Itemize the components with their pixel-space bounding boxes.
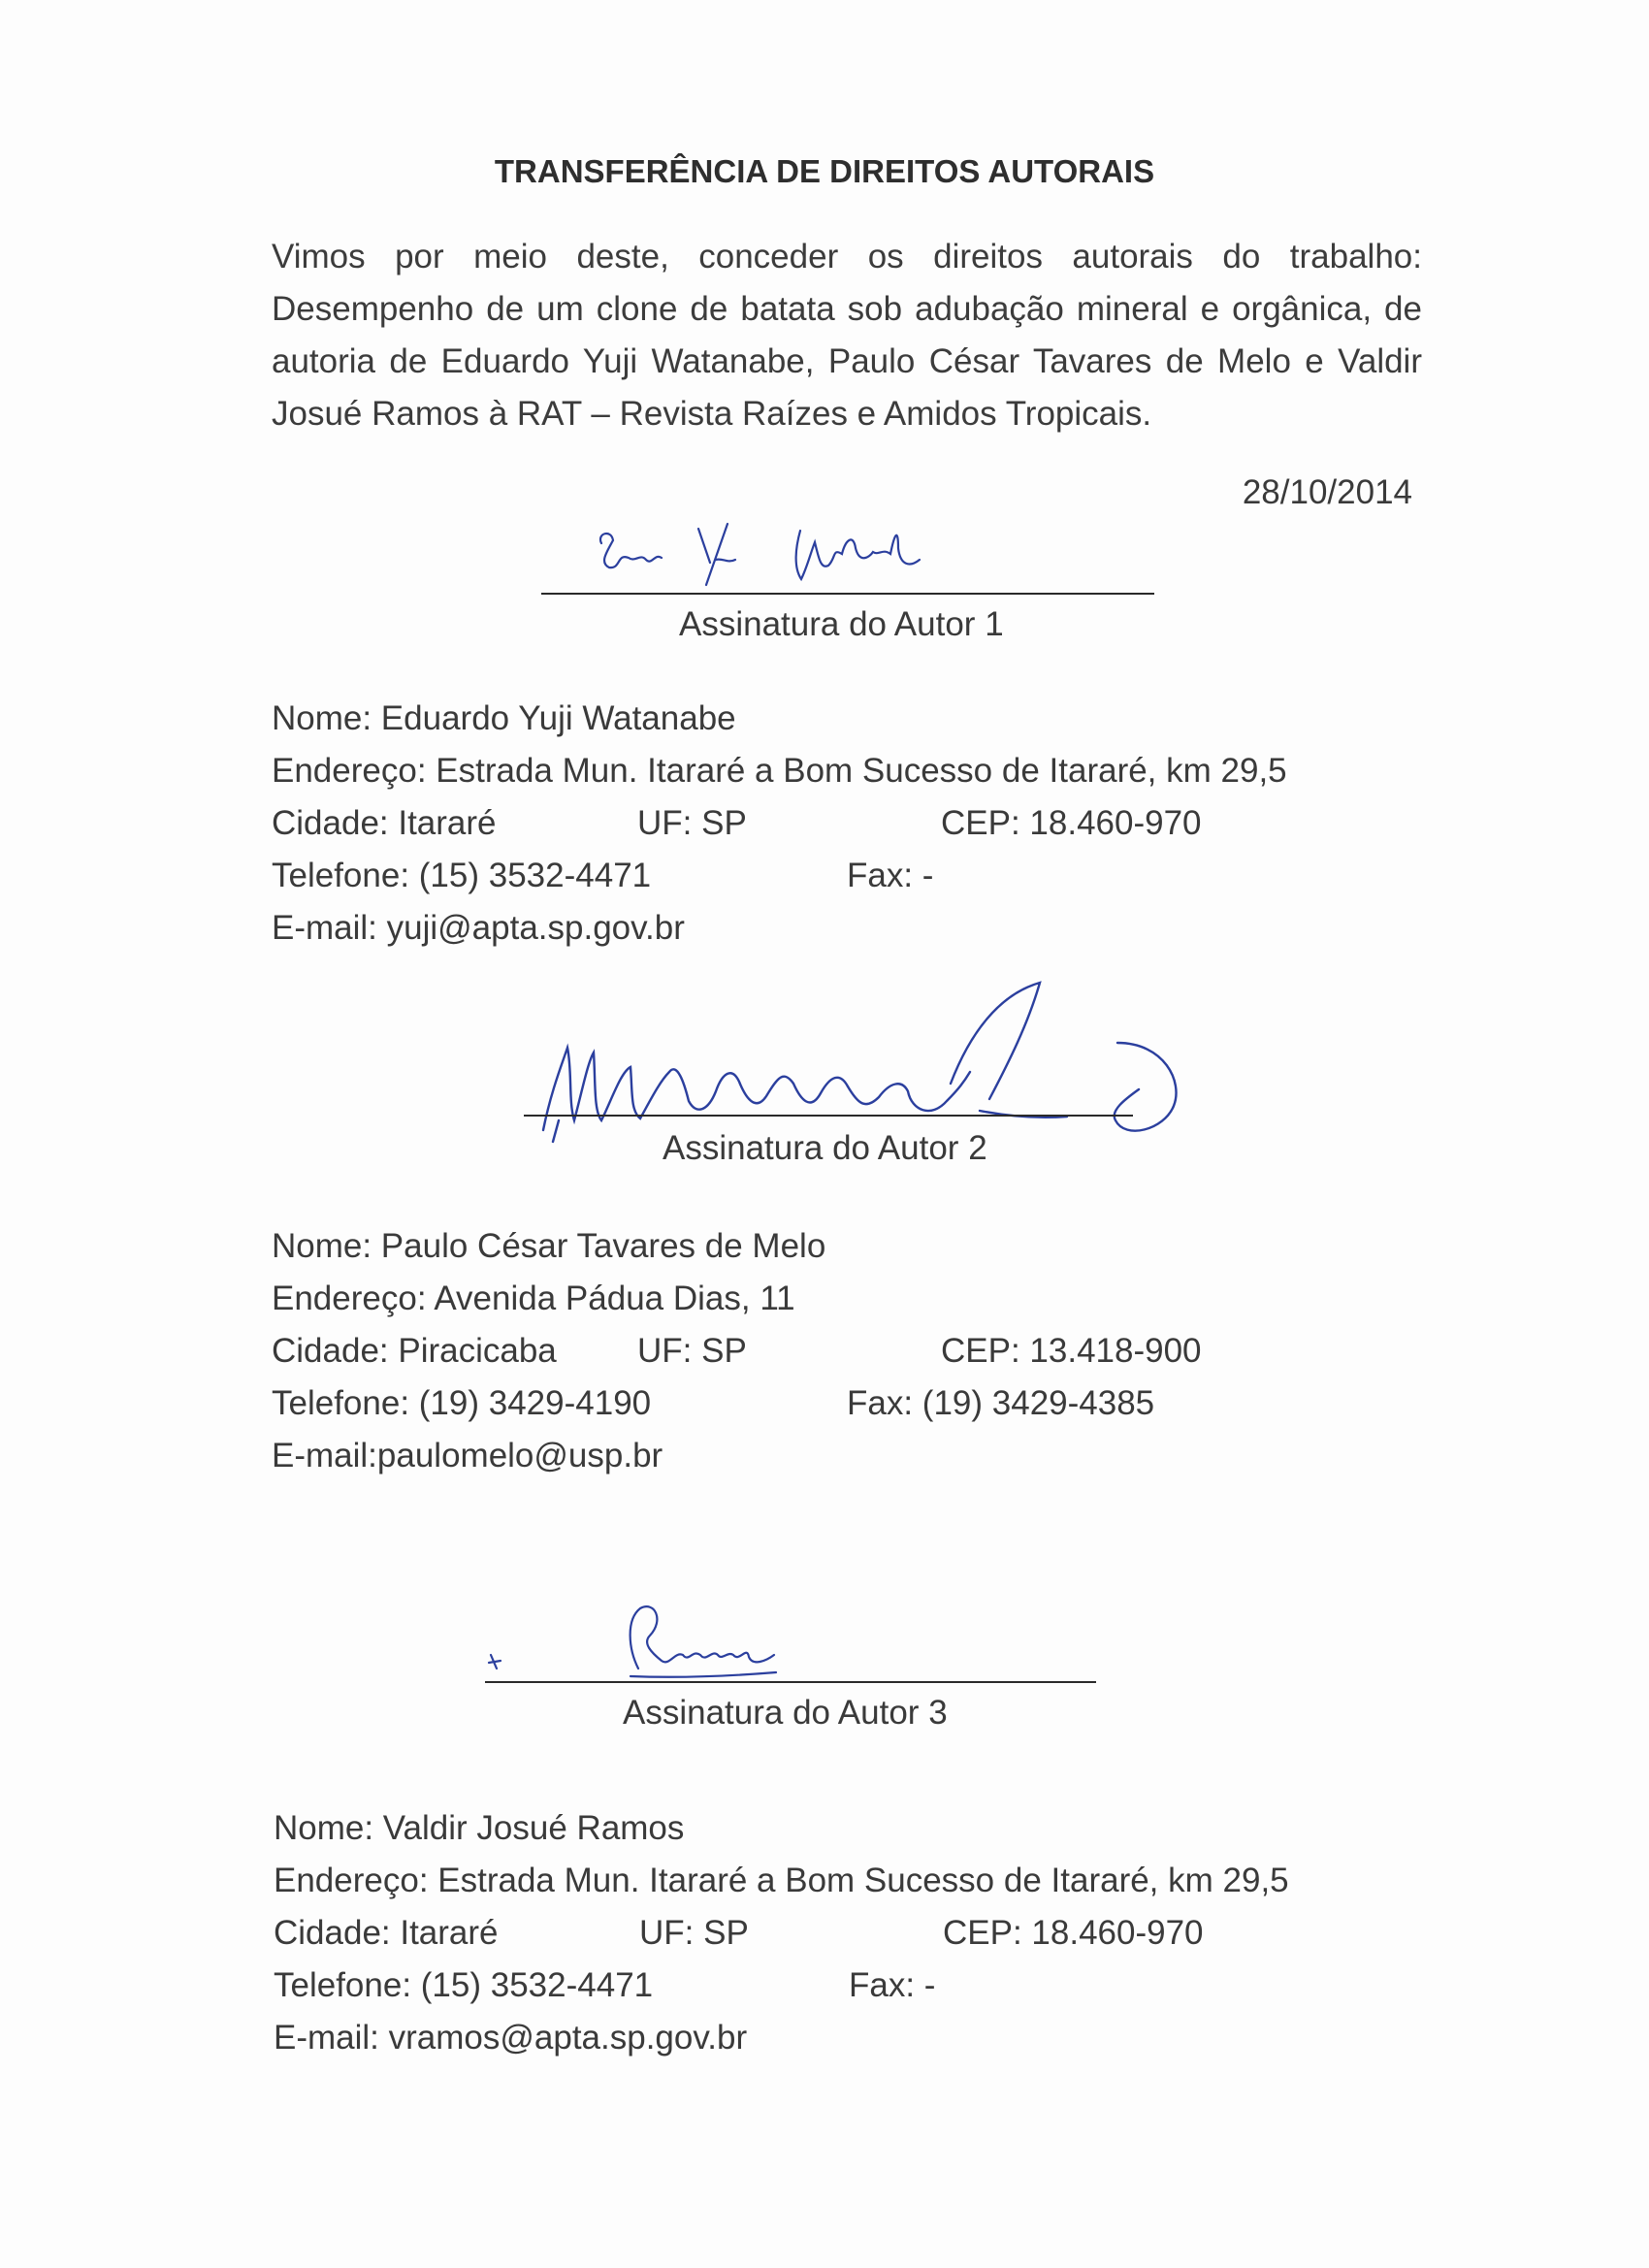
author-fax: Fax: (19) 3429-4385: [847, 1384, 1155, 1422]
author-cep: CEP: 18.460-970: [943, 1914, 1204, 1952]
author-cep: CEP: 13.418-900: [941, 1332, 1202, 1370]
author-uf: UF: SP: [639, 1914, 749, 1952]
intro-paragraph: Vimos por meio deste, conceder os direitos autorais do trabalho: Desempenho de um clone de batata sob adubação mineral e orgânica, de autoria de Eduardo Yuji Watanabe, Paulo César Tavares de Melo e Valdir Josué Ramos à RAT – Revista Raízes e Amidos Tropicais.: [272, 238, 1422, 433]
signature-author-1: [582, 509, 970, 601]
signature-author-2: [524, 975, 1183, 1150]
document-date: 28/10/2014: [1242, 473, 1412, 511]
signature-label-author-2: Assinatura do Autor 2: [663, 1129, 987, 1167]
author-email: E-mail: yuji@apta.sp.gov.br: [272, 909, 685, 947]
author-cep: CEP: 18.460-970: [941, 804, 1202, 842]
author-email: E-mail: vramos@apta.sp.gov.br: [274, 2019, 748, 2057]
author-fax: Fax: -: [849, 1966, 936, 2004]
author-uf: UF: SP: [637, 804, 747, 842]
author-phone: Telefone: (15) 3532-4471: [274, 1966, 654, 2004]
author-name: Nome: Valdir Josué Ramos: [274, 1809, 685, 1847]
author-phone: Telefone: (19) 3429-4190: [272, 1384, 652, 1422]
author-address: Endereço: Avenida Pádua Dias, 11: [272, 1280, 795, 1317]
author-name: Nome: Eduardo Yuji Watanabe: [272, 699, 736, 737]
author-phone: Telefone: (15) 3532-4471: [272, 857, 652, 894]
signature-line-author-1: [541, 593, 1154, 595]
signature-label-author-1: Assinatura do Autor 1: [679, 605, 1004, 643]
author-city: Cidade: Itararé: [274, 1914, 499, 1952]
author-city: Cidade: Piracicaba: [272, 1332, 557, 1370]
author-email: E-mail:paulomelo@usp.br: [272, 1437, 663, 1474]
signature-label-author-3: Assinatura do Autor 3: [623, 1694, 948, 1732]
signature-line-author-2: [524, 1115, 1133, 1117]
document-title: TRANSFERÊNCIA DE DIREITOS AUTORAIS: [494, 153, 1155, 189]
author-fax: Fax: -: [847, 857, 934, 894]
author-name: Nome: Paulo César Tavares de Melo: [272, 1227, 826, 1265]
signature-author-3: [485, 1591, 795, 1688]
signature-line-author-3: [485, 1681, 1096, 1683]
author-address: Endereço: Estrada Mun. Itararé a Bom Sucesso de Itararé, km 29,5: [274, 1862, 1289, 1899]
author-uf: UF: SP: [637, 1332, 747, 1370]
author-address: Endereço: Estrada Mun. Itararé a Bom Sucesso de Itararé, km 29,5: [272, 752, 1287, 790]
author-city: Cidade: Itararé: [272, 804, 497, 842]
